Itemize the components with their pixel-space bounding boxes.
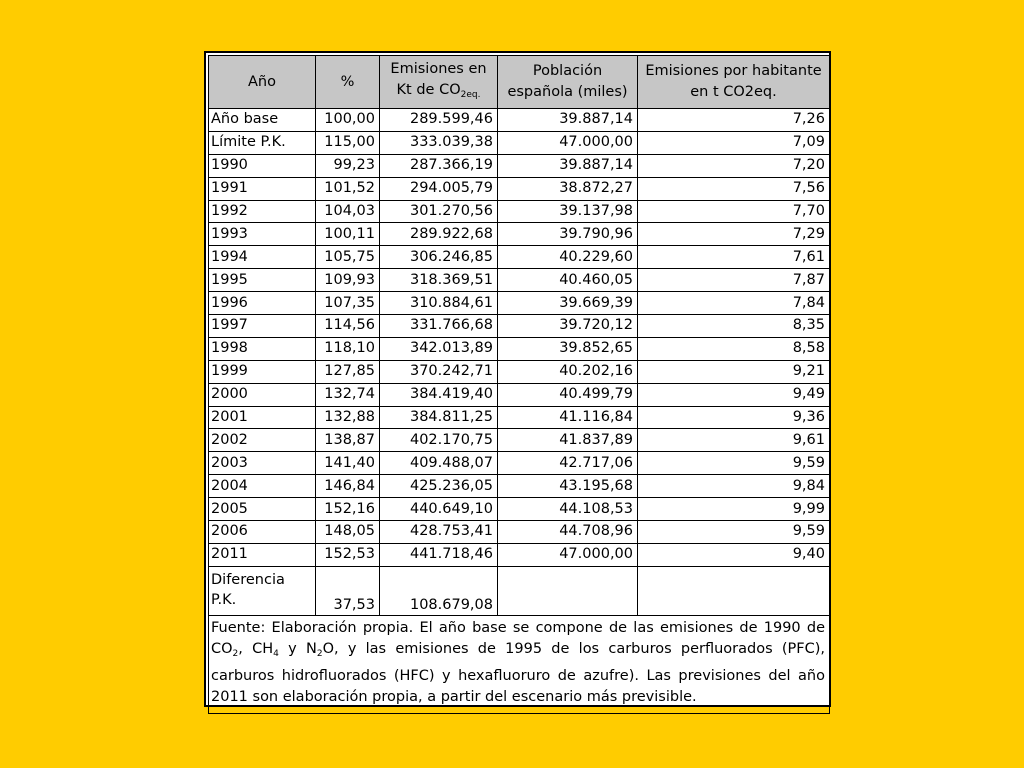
header-poblacion — [498, 56, 638, 109]
cell-por-habitante: 7,87 — [638, 269, 830, 292]
table-row — [209, 406, 830, 429]
cell-por-habitante: 7,29 — [638, 223, 830, 246]
cell-anio: 2006 — [209, 521, 316, 544]
cell-emisiones: 331.766,68 — [380, 315, 498, 338]
cell-emisiones: 310.884,61 — [380, 292, 498, 315]
header-por-habitante-line2: en t CO2eq. — [690, 84, 777, 100]
cell-emisiones: 306.246,85 — [380, 246, 498, 269]
cell-poblacion: 38.872,27 — [498, 177, 638, 200]
table-row — [209, 223, 830, 246]
cell-por-habitante: 9,40 — [638, 543, 830, 566]
difference-emisiones: 108.679,08 — [380, 566, 498, 615]
cell-poblacion: 40.499,79 — [498, 383, 638, 406]
table-row — [209, 315, 830, 338]
table-row — [209, 337, 830, 360]
header-emisiones-line1: Emisiones en — [390, 60, 487, 77]
cell-por-habitante: 7,84 — [638, 292, 830, 315]
cell-pct: 138,87 — [316, 429, 380, 452]
cell-pct: 146,84 — [316, 475, 380, 498]
cell-por-habitante: 9,61 — [638, 429, 830, 452]
header-anio: Año — [209, 56, 316, 109]
difference-row — [209, 566, 830, 615]
cell-pct: 115,00 — [316, 131, 380, 154]
emissions-table-panel — [204, 51, 831, 707]
difference-poblacion — [498, 566, 638, 615]
cell-poblacion: 39.137,98 — [498, 200, 638, 223]
cell-anio: 2001 — [209, 406, 316, 429]
cell-poblacion: 47.000,00 — [498, 131, 638, 154]
difference-por-habitante — [638, 566, 830, 615]
cell-emisiones: 384.419,40 — [380, 383, 498, 406]
cell-emisiones: 289.922,68 — [380, 223, 498, 246]
source-note — [209, 615, 830, 713]
cell-emisiones: 287.366,19 — [380, 154, 498, 177]
cell-poblacion: 39.720,12 — [498, 315, 638, 338]
cell-por-habitante: 9,36 — [638, 406, 830, 429]
cell-poblacion: 42.717,06 — [498, 452, 638, 475]
cell-pct: 107,35 — [316, 292, 380, 315]
cell-anio: Límite P.K. — [209, 131, 316, 154]
table-row — [209, 521, 830, 544]
cell-emisiones: 301.270,56 — [380, 200, 498, 223]
cell-anio: 2011 — [209, 543, 316, 566]
cell-poblacion: 40.202,16 — [498, 360, 638, 383]
cell-anio: 2005 — [209, 498, 316, 521]
cell-pct: 152,16 — [316, 498, 380, 521]
cell-emisiones: 425.236,05 — [380, 475, 498, 498]
cell-pct: 127,85 — [316, 360, 380, 383]
cell-anio: 1990 — [209, 154, 316, 177]
cell-poblacion: 39.852,65 — [498, 337, 638, 360]
cell-pct: 100,00 — [316, 109, 380, 132]
cell-emisiones: 440.649,10 — [380, 498, 498, 521]
cell-poblacion: 44.708,96 — [498, 521, 638, 544]
cell-poblacion: 39.887,14 — [498, 109, 638, 132]
cell-por-habitante: 9,49 — [638, 383, 830, 406]
cell-poblacion: 43.195,68 — [498, 475, 638, 498]
cell-poblacion: 39.887,14 — [498, 154, 638, 177]
cell-pct: 105,75 — [316, 246, 380, 269]
cell-poblacion: 40.460,05 — [498, 269, 638, 292]
cell-anio: 1996 — [209, 292, 316, 315]
cell-anio: 1999 — [209, 360, 316, 383]
cell-poblacion: 41.116,84 — [498, 406, 638, 429]
table-body — [209, 109, 830, 714]
cell-anio: 2004 — [209, 475, 316, 498]
cell-anio: 2003 — [209, 452, 316, 475]
cell-emisiones: 384.811,25 — [380, 406, 498, 429]
cell-anio: 1991 — [209, 177, 316, 200]
cell-anio: Año base — [209, 109, 316, 132]
table-row — [209, 269, 830, 292]
cell-emisiones: 333.039,38 — [380, 131, 498, 154]
cell-por-habitante: 7,26 — [638, 109, 830, 132]
cell-pct: 104,03 — [316, 200, 380, 223]
table-row — [209, 429, 830, 452]
cell-por-habitante: 7,20 — [638, 154, 830, 177]
cell-pct: 114,56 — [316, 315, 380, 338]
cell-anio: 1993 — [209, 223, 316, 246]
cell-emisiones: 289.599,46 — [380, 109, 498, 132]
header-emisiones-line2 — [383, 80, 494, 106]
cell-emisiones: 428.753,41 — [380, 521, 498, 544]
table-row — [209, 498, 830, 521]
table-row — [209, 200, 830, 223]
table-row — [209, 543, 830, 566]
cell-emisiones: 402.170,75 — [380, 429, 498, 452]
cell-pct: 99,23 — [316, 154, 380, 177]
cell-emisiones: 342.013,89 — [380, 337, 498, 360]
cell-por-habitante: 9,59 — [638, 521, 830, 544]
table-row — [209, 452, 830, 475]
note-row — [209, 615, 830, 713]
table-row — [209, 246, 830, 269]
header-emisiones-subscript: 2eq. — [460, 89, 481, 100]
cell-pct: 141,40 — [316, 452, 380, 475]
cell-pct: 152,53 — [316, 543, 380, 566]
cell-pct: 109,93 — [316, 269, 380, 292]
table-row — [209, 292, 830, 315]
cell-por-habitante: 7,70 — [638, 200, 830, 223]
cell-por-habitante: 8,35 — [638, 315, 830, 338]
cell-anio: 1994 — [209, 246, 316, 269]
cell-poblacion: 39.669,39 — [498, 292, 638, 315]
cell-poblacion: 41.837,89 — [498, 429, 638, 452]
table-row — [209, 177, 830, 200]
header-pct: % — [316, 56, 380, 109]
cell-poblacion: 44.108,53 — [498, 498, 638, 521]
cell-por-habitante: 7,09 — [638, 131, 830, 154]
header-por-habitante-line1: Emisiones por habitante — [645, 63, 822, 79]
cell-por-habitante: 8,58 — [638, 337, 830, 360]
header-row — [209, 56, 830, 109]
cell-emisiones: 370.242,71 — [380, 360, 498, 383]
cell-por-habitante: 9,21 — [638, 360, 830, 383]
cell-por-habitante: 9,84 — [638, 475, 830, 498]
source-note-text: Fuente: Elaboración propia. El año base se compone de las emisiones de 1990 de $CO_2$, $CH_4$ y $N_2O$, y las emisiones de 1995 de los carburos perfluorados (PFC), carburos hidrofluorados (HFC) y hexafluoruro de azufre). Las previsiones del año 2011 son elaboración propia, a partir del escenario más previsible. — [211, 619, 826, 706]
cell-por-habitante: 9,99 — [638, 498, 830, 521]
cell-anio: 2000 — [209, 383, 316, 406]
cell-anio: 1997 — [209, 315, 316, 338]
difference-pct: 37,53 — [316, 566, 380, 615]
cell-emisiones: 318.369,51 — [380, 269, 498, 292]
table-row — [209, 131, 830, 154]
header-poblacion-line1: Población — [532, 63, 603, 79]
cell-por-habitante: 7,61 — [638, 246, 830, 269]
cell-poblacion: 47.000,00 — [498, 543, 638, 566]
difference-label: Diferencia P.K. — [209, 566, 316, 615]
cell-poblacion: 39.790,96 — [498, 223, 638, 246]
cell-por-habitante: 9,59 — [638, 452, 830, 475]
header-por-habitante — [638, 56, 830, 109]
cell-pct: 100,11 — [316, 223, 380, 246]
cell-pct: 132,88 — [316, 406, 380, 429]
table-row — [209, 109, 830, 132]
emissions-table — [208, 55, 830, 714]
cell-pct: 101,52 — [316, 177, 380, 200]
header-emisiones — [380, 56, 498, 109]
cell-pct: 118,10 — [316, 337, 380, 360]
cell-poblacion: 40.229,60 — [498, 246, 638, 269]
cell-pct: 148,05 — [316, 521, 380, 544]
table-row — [209, 475, 830, 498]
header-poblacion-line2: española (miles) — [507, 84, 628, 100]
cell-anio: 1995 — [209, 269, 316, 292]
cell-anio: 2002 — [209, 429, 316, 452]
cell-emisiones: 441.718,46 — [380, 543, 498, 566]
table-row — [209, 360, 830, 383]
table-row — [209, 383, 830, 406]
cell-emisiones: 409.488,07 — [380, 452, 498, 475]
cell-pct: 132,74 — [316, 383, 380, 406]
table-row — [209, 154, 830, 177]
header-emisiones-unit: Kt de CO — [396, 81, 461, 98]
cell-anio: 1998 — [209, 337, 316, 360]
cell-emisiones: 294.005,79 — [380, 177, 498, 200]
cell-por-habitante: 7,56 — [638, 177, 830, 200]
cell-anio: 1992 — [209, 200, 316, 223]
